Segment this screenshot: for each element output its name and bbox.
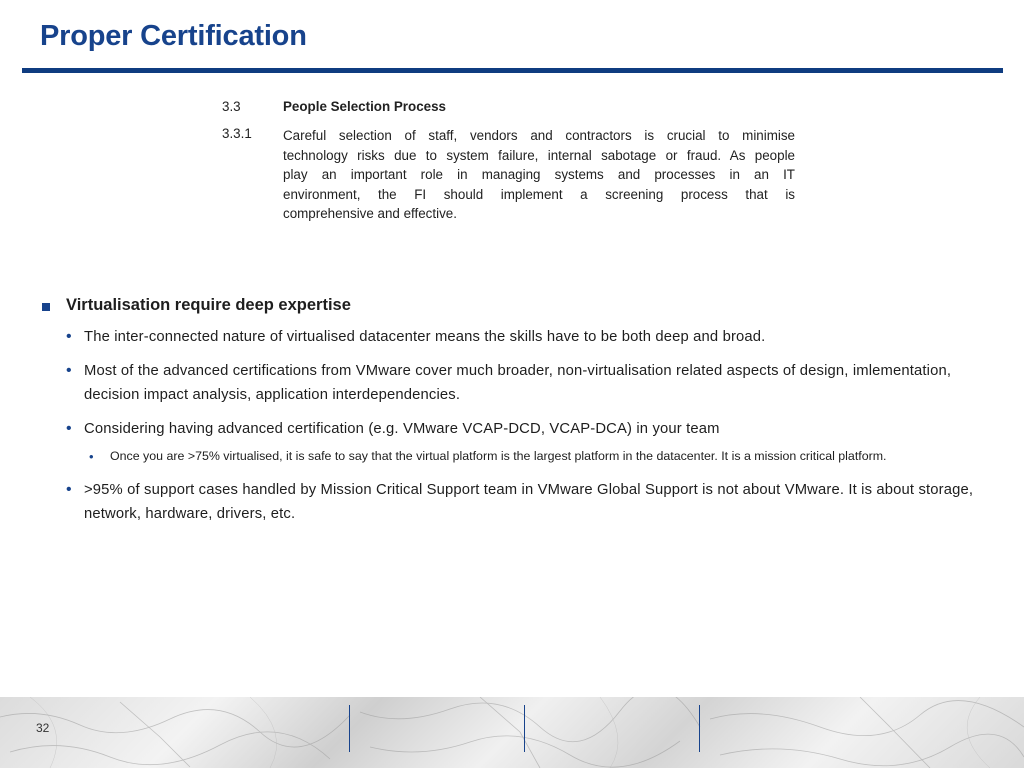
bullet-heading-text: Virtualisation require deep expertise: [66, 296, 351, 314]
excerpt-line: play an important role in managing systems and processes in an IT: [283, 167, 795, 182]
excerpt-line: Careful selection of staff, vendors and contractors is crucial to minimise: [283, 128, 795, 143]
sub-list-item: [40, 447, 1000, 466]
list-item: [40, 325, 1000, 349]
section-title: People Selection Process: [283, 99, 446, 114]
list-item-text: Most of the advanced certifications from VMware cover much broader, non-virtualisation related aspects of design, imlementation, decision impact analysis, application interdependencies.: [84, 363, 952, 403]
list-item-text: >95% of support cases handled by Mission Critical Support team in VMware Global Support is not about VMware. It is about storage, network, hardware, drivers, etc.: [84, 482, 974, 522]
bullet-dot-icon: •: [89, 449, 94, 464]
bullet-dot-icon: •: [66, 420, 72, 437]
marble-texture: [0, 697, 1024, 768]
policy-excerpt: [222, 99, 797, 224]
bullet-dot-icon: •: [66, 362, 72, 379]
list-item: [40, 478, 1000, 526]
page-number: 32: [36, 721, 50, 735]
square-bullet-icon: [42, 303, 50, 311]
list-item: [40, 417, 1000, 441]
bullet-dot-icon: •: [66, 481, 72, 498]
excerpt-line: technology risks due to system failure, internal sabotage or fraud. As people: [283, 147, 795, 163]
section-number: 3.3: [222, 99, 241, 114]
title-divider: [22, 68, 1003, 73]
subsection-number: 3.3.1: [222, 126, 252, 141]
footer-divider: [524, 705, 525, 752]
sub-list-item-text: Once you are >75% virtualised, it is safe to say that the virtual platform is the largest platform in the datacenter. It is a mission critical platform.: [110, 449, 887, 463]
footer-divider: [349, 705, 350, 752]
bullet-dot-icon: •: [66, 328, 72, 345]
excerpt-subsection: [222, 126, 797, 224]
footer-divider: [699, 705, 700, 752]
excerpt-line: comprehensive and effective.: [283, 206, 457, 221]
bullet-list: [40, 296, 1000, 536]
list-item: [40, 359, 1000, 407]
subsection-body: [283, 126, 795, 224]
bullet-heading: [40, 296, 1000, 315]
marble-footer: [0, 697, 1024, 768]
slide-title: Proper Certification: [40, 20, 307, 52]
excerpt-section-header: [222, 99, 797, 114]
list-item-text: Considering having advanced certification (e.g. VMware VCAP-DCD, VCAP-DCA) in your team: [84, 421, 720, 437]
list-item-text: The inter-connected nature of virtualised datacenter means the skills have to be both deep and broad.: [84, 329, 766, 345]
excerpt-line: environment, the FI should implement a screening process that is: [283, 186, 795, 202]
